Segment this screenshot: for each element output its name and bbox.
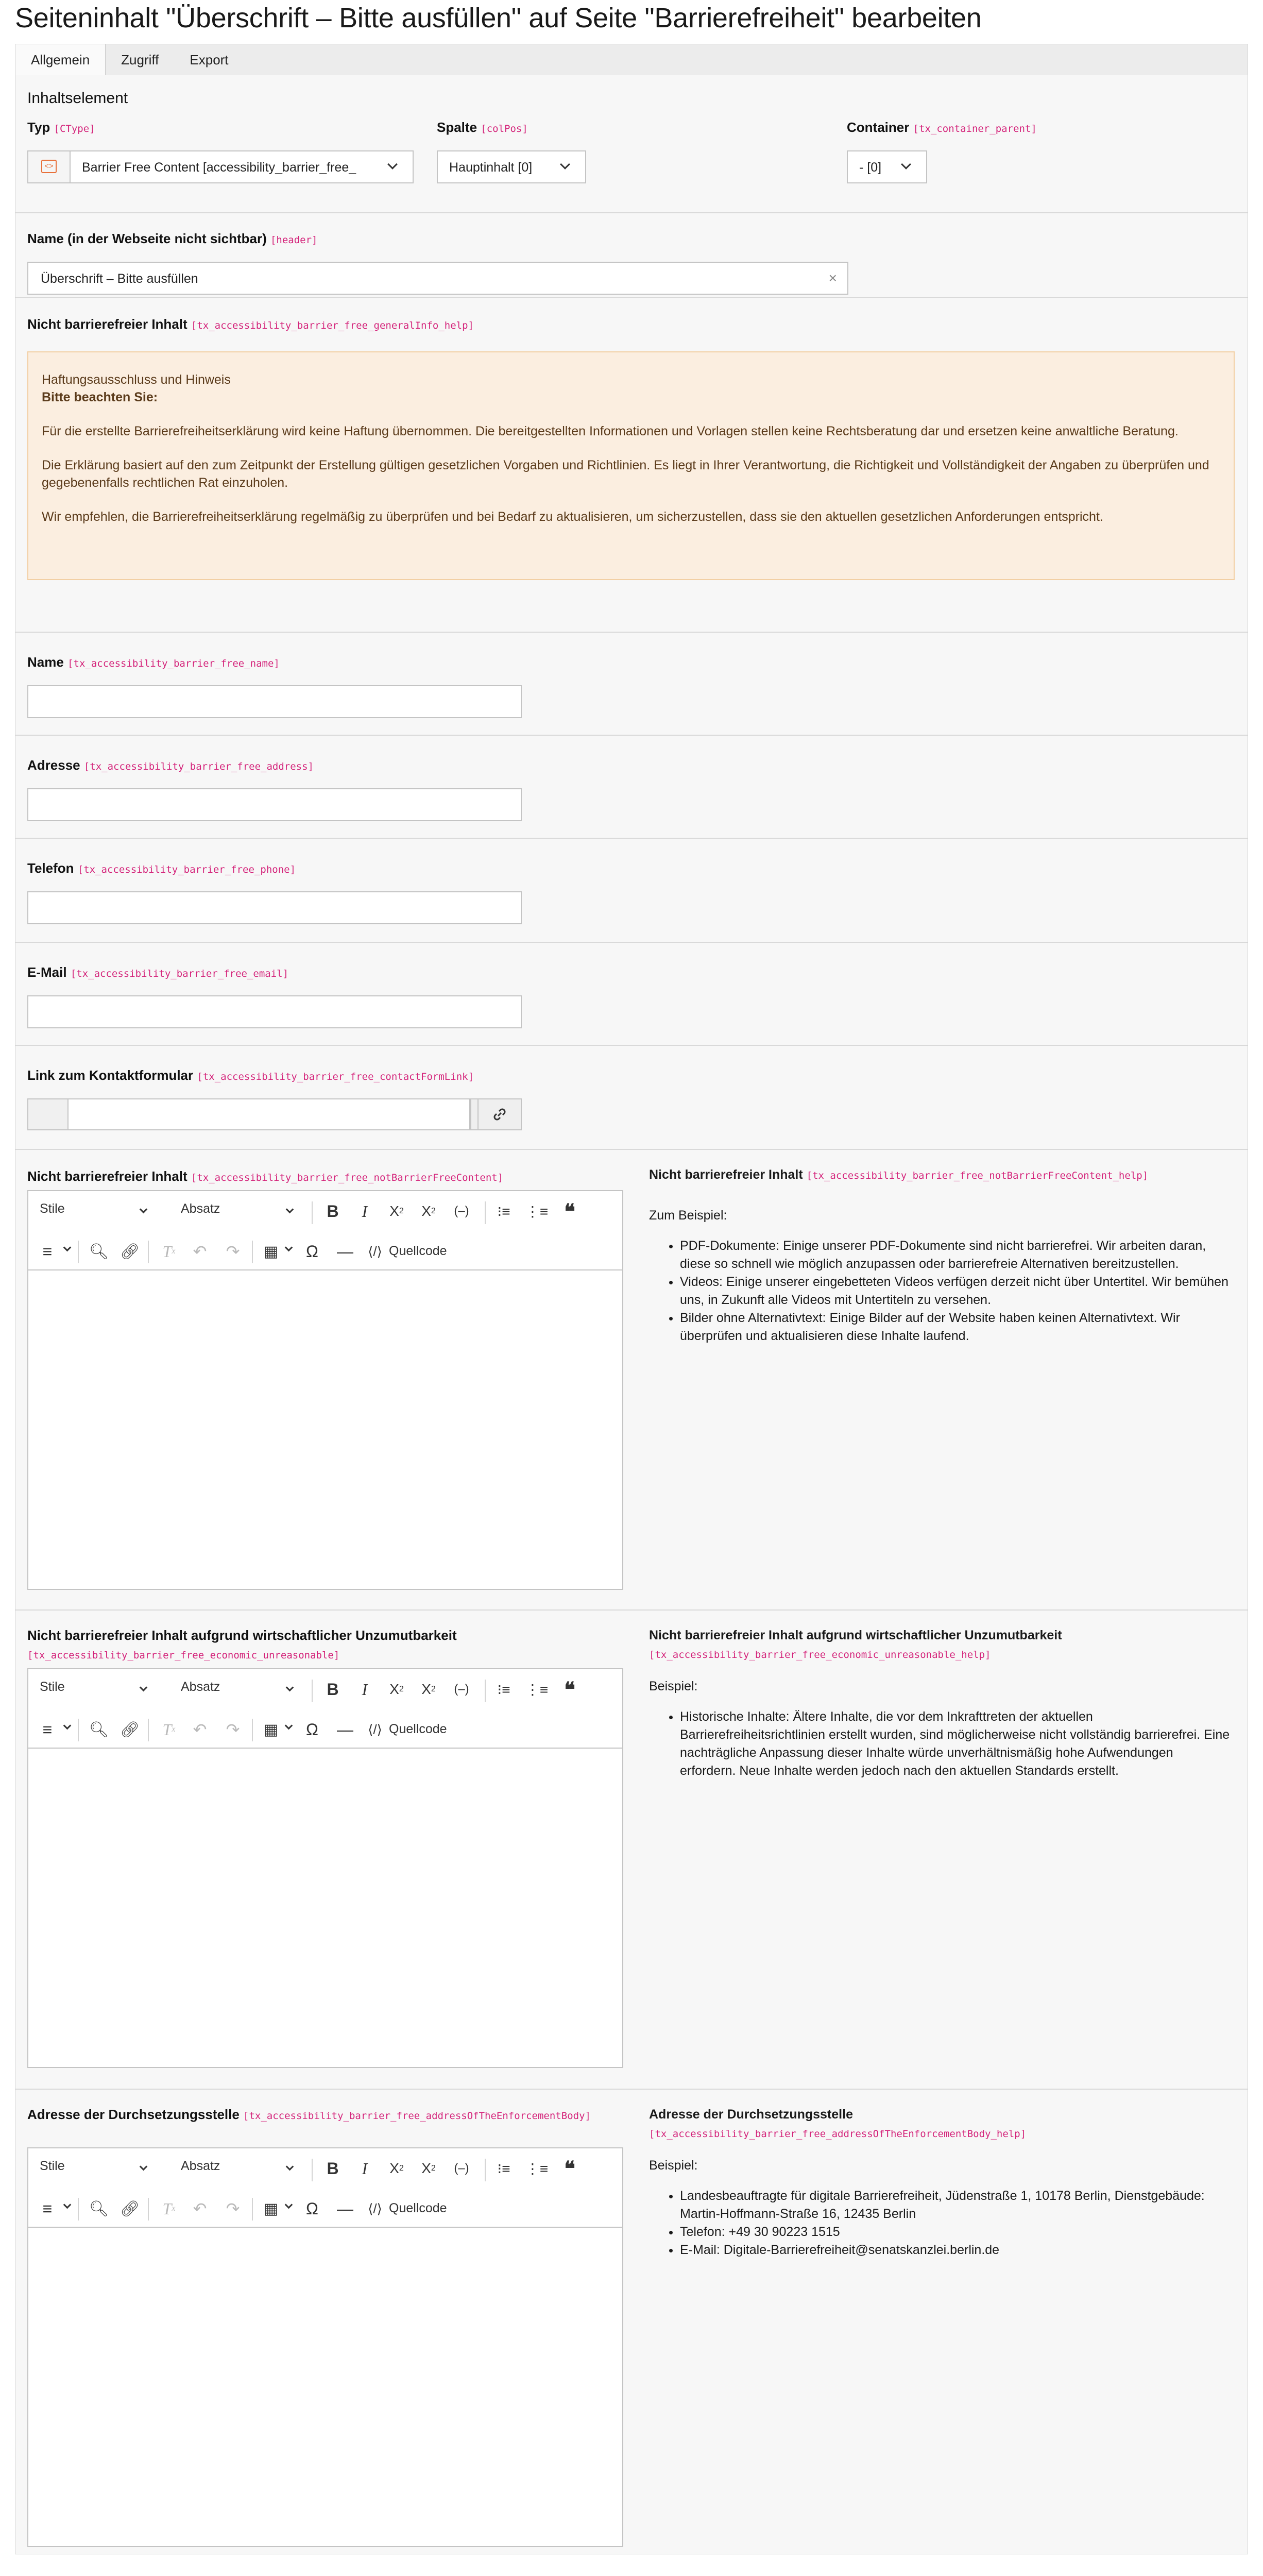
remove-format-icon[interactable]: T x: [162, 1242, 176, 1261]
horizontal-line-icon[interactable]: —: [337, 1242, 353, 1261]
soft-hyphen-icon[interactable]: (–): [454, 2161, 469, 2175]
chevron-down-icon: [286, 1206, 294, 1214]
notice-title: Haftungsausschluss und Hinweis: [42, 372, 231, 387]
bulleted-list-icon[interactable]: ⁝≡: [497, 1203, 510, 1219]
chevron-down-icon: [387, 159, 398, 170]
address-input[interactable]: [27, 788, 522, 821]
contact-link-label: Link zum Kontaktformular [tx_accessibility_barrier_free_contactFormLink]: [27, 1067, 474, 1083]
source-code-icon[interactable]: ⟨/⟩: [368, 1243, 382, 1259]
italic-icon[interactable]: I: [362, 1680, 368, 1699]
column-select-value: Hauptinhalt [0]: [449, 160, 533, 175]
type-select[interactable]: [27, 150, 414, 183]
notice-paragraph: Für die erstellte Barrierefreiheitserklärung wird keine Haftung übernommen. Die bereitgestellten Informationen und Vorlagen stellen keine Rechtsberatung dar und ersetzen keine anwaltliche Beratung.: [42, 424, 1179, 438]
blockquote-icon[interactable]: ❝: [564, 2157, 575, 2180]
help-text: [649, 1677, 1231, 1780]
chevron-down-icon: [140, 1206, 148, 1214]
help-intro: Zum Beispiel:: [649, 1208, 727, 1223]
phone-input[interactable]: [27, 891, 522, 924]
superscript-icon[interactable]: X 2: [421, 2160, 436, 2176]
table-icon[interactable]: ▦: [263, 2200, 279, 2217]
disclaimer-notice: [27, 351, 1235, 580]
chevron-down-icon: [140, 2163, 148, 2171]
header-input[interactable]: [27, 262, 848, 295]
column-select[interactable]: [437, 150, 586, 183]
container-select[interactable]: [847, 150, 927, 183]
section-heading: Inhaltselement: [27, 90, 128, 107]
container-select-value: - [0]: [859, 160, 882, 175]
source-code-icon[interactable]: ⟨/⟩: [368, 2200, 382, 2216]
column-label: Spalte [colPos]: [437, 120, 528, 135]
blockquote-icon[interactable]: ❝: [564, 1677, 575, 1701]
find-replace-icon[interactable]: 🔍︎: [89, 1243, 109, 1260]
italic-icon[interactable]: I: [362, 2159, 368, 2178]
styles-dropdown[interactable]: Stile: [40, 1680, 65, 1694]
soft-hyphen-icon[interactable]: (–): [454, 1682, 469, 1696]
container-label: Container [tx_container_parent]: [847, 120, 1037, 135]
undo-icon[interactable]: ↶: [193, 1720, 207, 1739]
remove-format-icon[interactable]: T x: [162, 1720, 176, 1739]
section-email: [15, 943, 1248, 1046]
chevron-down-icon: [285, 1722, 293, 1730]
type-select-value: Barrier Free Content [accessibility_barrier_free_: [82, 160, 356, 175]
italic-icon[interactable]: I: [362, 1201, 368, 1221]
chevron-down-icon: [63, 2201, 72, 2209]
list-item: • Telefon: +49 30 90223 1515: [680, 2223, 1231, 2241]
rte-toolbar: [28, 2148, 622, 2228]
link-prefix-box: [28, 1099, 69, 1129]
chevron-down-icon: [286, 2163, 294, 2171]
rte-toolbar: [28, 1191, 622, 1270]
bulleted-list-icon[interactable]: ⁝≡: [497, 2160, 510, 2177]
source-code-icon[interactable]: ⟨/⟩: [368, 1721, 382, 1737]
section-contact-link: [15, 1046, 1248, 1150]
clear-icon[interactable]: ×: [828, 270, 837, 286]
address-label: Adresse [tx_accessibility_barrier_free_address]: [27, 757, 314, 773]
bold-icon[interactable]: B: [327, 2159, 339, 2178]
list-item: • Historische Inhalte: Ältere Inhalte, die vor dem Inkrafttreten der aktuellen Barrierefreiheitsrichtlinien erstellt wurden, sind möglicherweise nicht vollständig barrierefrei. Eine nachträgliche Anpassung dieser Inhalte würde unverhältnismäßig hohe Aufwendungen erfordern. Neue Inhalte werden jedoch nach den aktuellen Standards erstellt.: [680, 1708, 1231, 1780]
chevron-down-icon: [286, 1684, 294, 1692]
section-general-info: [15, 298, 1248, 633]
redo-icon[interactable]: ↷: [226, 2199, 240, 2218]
table-icon[interactable]: ▦: [263, 1721, 279, 1738]
section-enforcement-body: [15, 2090, 1248, 2553]
not-barrier-free-label: Nicht barrierefreier Inhalt [tx_accessibility_barrier_free_notBarrierFreeContent]: [27, 1168, 504, 1184]
general-info-label: Nicht barrierefreier Inhalt [tx_accessibility_barrier_free_generalInfo_help]: [27, 316, 474, 332]
chevron-down-icon: [140, 1684, 148, 1692]
soft-hyphen-icon[interactable]: (–): [454, 1204, 469, 1218]
list-item: • Videos: Einige unserer eingebetteten Videos verfügen derzeit nicht über Untertitel. Wir bemühen uns, in Zukunft alle Videos mit Untertiteln zu versehen.: [680, 1273, 1231, 1309]
redo-icon[interactable]: ↷: [226, 1720, 240, 1739]
tab-access[interactable]: Zugriff: [121, 52, 159, 67]
link-browser-button[interactable]: [477, 1098, 522, 1130]
chevron-down-icon: [901, 159, 911, 170]
section-content-element: [15, 75, 1248, 213]
horizontal-line-icon[interactable]: —: [337, 2199, 353, 2218]
list-item: • Bilder ohne Alternativtext: Einige Bilder auf der Website haben keinen Alternativtext. Wir überprüfen und aktualisieren diese Inhalte laufend.: [680, 1309, 1231, 1345]
link-icon[interactable]: 🔗︎: [120, 1721, 140, 1738]
superscript-icon[interactable]: X 2: [421, 1681, 436, 1697]
email-label: E-Mail [tx_accessibility_barrier_free_email]: [27, 964, 289, 980]
contact-link-input[interactable]: [27, 1098, 470, 1130]
tab-export[interactable]: Export: [190, 52, 229, 67]
economic-label: Nicht barrierefreier Inhalt aufgrund wirtschaftlicher Unzumutbarkeit [tx_accessibility_barrier_free_economic_unreasonable]: [27, 1628, 457, 1661]
chevron-down-icon: [560, 159, 570, 170]
section-name: [15, 633, 1248, 736]
redo-icon[interactable]: ↷: [226, 1242, 240, 1261]
help-intro: Beispiel:: [649, 2158, 698, 2173]
undo-icon[interactable]: ↶: [193, 2199, 207, 2218]
link-icon: [492, 1107, 507, 1122]
notice-paragraph: Die Erklärung basiert auf den zum Zeitpunkt der Erstellung gültigen gesetzlichen Vorgaben und Richtlinien. Es liegt in Ihrer Verantwortung, die Richtigkeit und Vollständigkeit der Angaben zu überprüfen und gegebenenfalls rechtlichen Rat einzuholen.: [42, 458, 1209, 490]
section-economic-unreasonable: [15, 1611, 1248, 2090]
rte-editor-not-barrier-free[interactable]: [27, 1190, 623, 1590]
special-character-icon[interactable]: Ω: [306, 1242, 318, 1261]
notice-paragraph: Wir empfehlen, die Barrierefreiheitserklärung regelmäßig zu überprüfen und bei Bedarf zu aktualisieren, um sicherzustellen, dass sie den aktuellen gesetzlichen Anforderungen entspricht.: [42, 510, 1103, 524]
table-icon[interactable]: ▦: [263, 1243, 279, 1260]
notice-subtitle: Bitte beachten Sie:: [42, 390, 158, 404]
subscript-icon[interactable]: X 2: [389, 1203, 404, 1219]
source-code-button[interactable]: Quellcode: [389, 1244, 447, 1258]
remove-format-icon[interactable]: T x: [162, 2199, 176, 2218]
rte-editor-economic[interactable]: [27, 1668, 623, 2068]
email-input[interactable]: [27, 995, 522, 1028]
align-left-icon[interactable]: ≡: [42, 1242, 53, 1261]
format-dropdown[interactable]: Absatz: [181, 2159, 220, 2173]
rte-toolbar: [28, 1669, 622, 1749]
help-text: [649, 2157, 1231, 2259]
tab-bar: [15, 44, 1248, 76]
list-item: • E-Mail: Digitale-Barrierefreiheit@senatskanzlei.berlin.de: [680, 2241, 1231, 2259]
chevron-down-icon: [285, 1244, 293, 1252]
find-replace-icon[interactable]: 🔍︎: [89, 2200, 109, 2217]
align-left-icon[interactable]: ≡: [42, 1720, 53, 1739]
numbered-list-icon[interactable]: ⋮≡: [525, 2160, 549, 2177]
chevron-down-icon: [63, 1722, 72, 1730]
enforcement-label: Adresse der Durchsetzungsstelle [tx_accessibility_barrier_free_addressOfTheEnforcementBody]: [27, 2107, 591, 2122]
source-code-button[interactable]: Quellcode: [389, 1722, 447, 1736]
link-icon[interactable]: 🔗︎: [120, 1243, 140, 1260]
special-character-icon[interactable]: Ω: [306, 1720, 318, 1739]
tab-general[interactable]: Allgemein: [15, 44, 106, 77]
type-label: Typ [CType]: [27, 120, 95, 135]
name-label: Name [tx_accessibility_barrier_free_name]: [27, 654, 280, 670]
subscript-icon[interactable]: X 2: [389, 2160, 404, 2176]
section-not-barrier-free: [15, 1150, 1248, 1611]
phone-label: Telefon [tx_accessibility_barrier_free_phone]: [27, 860, 296, 876]
format-dropdown[interactable]: Absatz: [181, 1201, 220, 1216]
superscript-icon[interactable]: X 2: [421, 1203, 436, 1219]
list-item: • PDF-Dokumente: Einige unserer PDF-Dokumente sind nicht barrierefrei. Wir arbeiten daran, diese so schnell wie möglich anzupassen oder barrierefreie Alternativen bereitzustellen.: [680, 1237, 1231, 1273]
subscript-icon[interactable]: X 2: [389, 1681, 404, 1697]
source-code-button[interactable]: Quellcode: [389, 2201, 447, 2215]
link-icon[interactable]: 🔗︎: [120, 2200, 140, 2217]
section-phone: [15, 839, 1248, 943]
styles-dropdown[interactable]: Stile: [40, 2159, 65, 2173]
help-label: Adresse der Durchsetzungsstelle [tx_accessibility_barrier_free_addressOfTheEnforcementBody_help]: [649, 2107, 1027, 2140]
help-intro: Beispiel:: [649, 1679, 698, 1693]
undo-icon[interactable]: ↶: [193, 1242, 207, 1261]
section-address: [15, 736, 1248, 839]
align-left-icon[interactable]: ≡: [42, 2199, 53, 2218]
header-input-value: Überschrift – Bitte ausfüllen: [41, 272, 198, 286]
bold-icon[interactable]: B: [327, 1680, 339, 1699]
header-label: Name (in der Webseite nicht sichtbar) [header]: [27, 231, 318, 246]
special-character-icon[interactable]: Ω: [306, 2199, 318, 2218]
form-panel: [15, 75, 1248, 2554]
page-title: Seiteninhalt "Überschrift – Bitte ausfüllen" auf Seite "Barrierefreiheit" bearbeiten: [15, 3, 982, 33]
find-replace-icon[interactable]: 🔍︎: [89, 1721, 109, 1738]
content-type-icon: <>: [41, 160, 57, 173]
chevron-down-icon: [63, 1244, 72, 1252]
bold-icon[interactable]: B: [327, 1201, 339, 1221]
list-item: • Landesbeauftragte für digitale Barrierefreiheit, Jüdenstraße 1, 10178 Berlin, Dienstgebäude: Martin-Hoffmann-Straße 16, 12435 Berlin: [680, 2187, 1231, 2223]
rte-editor-enforcement[interactable]: [27, 2147, 623, 2547]
help-text: [649, 1207, 1231, 1345]
type-icon-box: [28, 151, 71, 182]
bulleted-list-icon[interactable]: ⁝≡: [497, 1681, 510, 1698]
help-label: Nicht barrierefreier Inhalt [tx_accessibility_barrier_free_notBarrierFreeContent_help]: [649, 1167, 1149, 1182]
chevron-down-icon: [285, 2201, 293, 2209]
name-input[interactable]: [27, 685, 522, 718]
section-header-name: [15, 213, 1248, 298]
help-label: Nicht barrierefreier Inhalt aufgrund wirtschaftlicher Unzumutbarkeit [tx_accessibility_barrier_free_economic_unreasonable_help]: [649, 1628, 1062, 1660]
horizontal-line-icon[interactable]: —: [337, 1720, 353, 1739]
format-dropdown[interactable]: Absatz: [181, 1680, 220, 1694]
blockquote-icon[interactable]: ❝: [564, 1199, 575, 1223]
styles-dropdown[interactable]: Stile: [40, 1201, 65, 1216]
numbered-list-icon[interactable]: ⋮≡: [525, 1681, 549, 1698]
numbered-list-icon[interactable]: ⋮≡: [525, 1203, 549, 1219]
